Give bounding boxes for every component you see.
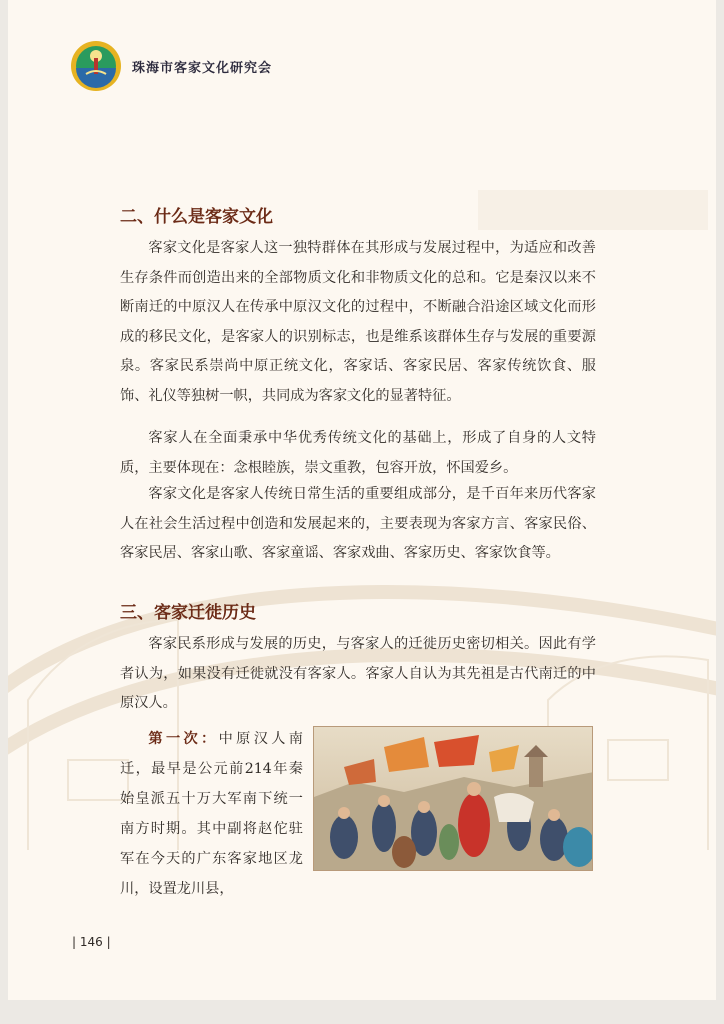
migration-first-wave-paragraph: [120, 724, 303, 904]
section-heading-what-is-hakka-culture: 二、什么是客家文化: [120, 207, 273, 227]
paragraph: 客家文化是客家人传统日常生活的重要组成部分，是千百年来历代客家人在社会生活过程中创造和发展起来的，主要表现为客家方言、客家民俗、客家民居、客家山歌、客家童谣、客家戏曲、客家历史、客家饮食等。: [120, 486, 596, 561]
migration-wave-label: 第一次：: [148, 731, 219, 747]
page-number: | 146 |: [72, 935, 111, 949]
paragraph: 客家民系形成与发展的历史，与客家人的迁徙历史密切相关。因此有学者认为，如果没有迁徙就没有客家人。客家人自认为其先祖是古代南迁的中原汉人。: [120, 636, 596, 711]
migration-wave-text: 中原汉人南迁，最早是公元前214年秦始皇派五十万大军南下统一南方时期。其中副将赵佗驻军在今天的广东客家地区龙川，设置龙川县，: [120, 731, 303, 897]
paragraph: 客家人在全面秉承中华优秀传统文化的基础上，形成了自身的人文特质，主要体现在：念根睦族，崇文重教，包容开放，怀国爱乡。: [120, 430, 596, 476]
historical-painting-image: [313, 726, 593, 871]
paragraph: 客家文化是客家人这一独特群体在其形成与发展过程中，为适应和改善生存条件而创造出来的全部物质文化和非物质文化的总和。它是秦汉以来不断南迁的中原汉人在传承中原汉文化的过程中，不断融合沿途区域文化而形成的移民文化，是客家人的识别标志，也是维系该群体生存与发展的重要源泉。客家民系崇尚中原正统文化，客家话、客家民居、客家传统饮食、服饰、礼仪等独树一帜，共同成为客家文化的显著特征。: [120, 240, 596, 404]
organization-name: 珠海市客家文化研究会: [132, 61, 273, 76]
section-heading-hakka-migration-history: 三、客家迁徙历史: [120, 603, 256, 623]
migration-crowd-painting: [314, 727, 593, 871]
book-page: [8, 0, 716, 1000]
